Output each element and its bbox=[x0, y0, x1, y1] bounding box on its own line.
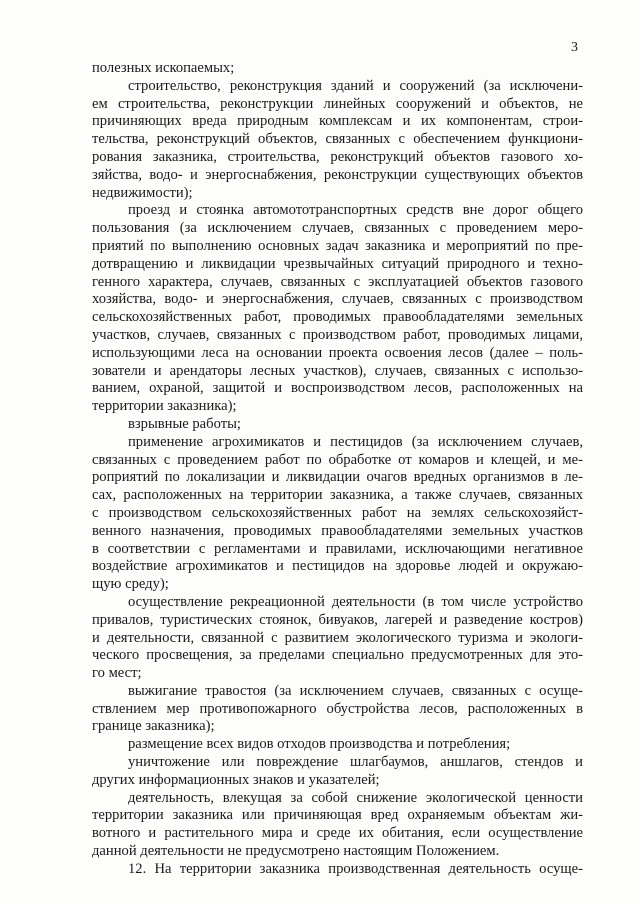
text-line: данной деятельности не предусмотрено настоящим Положением. bbox=[92, 843, 500, 860]
text-line: связанных с проведением работ по обработке от комаров и клещей, и ме- bbox=[92, 451, 583, 468]
text-line: щую среду); bbox=[92, 576, 169, 593]
text-line: хозяйства, водо- и энергоснабжения, случаев, связанных с производством bbox=[92, 291, 583, 308]
text-line: зяйства, водо- и энергоснабжения, реконструкции существующих объектов bbox=[92, 166, 583, 183]
text-line: сах, расположенных на территории заказника, а также случаев, связанных bbox=[92, 487, 583, 504]
text-line: в соответствии с регламентами и правилами, исключающими негативное bbox=[92, 540, 583, 557]
text-line: воздействие агрохимикатов и пестицидов на здоровье людей и окружаю- bbox=[92, 558, 583, 575]
text-line: 12. На территории заказника производственная деятельность осуще- bbox=[128, 860, 583, 877]
document-body bbox=[92, 60, 583, 879]
text-line: привалов, туристических стоянок, бивуаков, лагерей и разведение костров) bbox=[92, 611, 583, 628]
text-line: сельскохозяйственных работ, проводимых правообладателями земельных bbox=[92, 309, 583, 326]
text-line: приятий по выполнению основных задач заказника и мероприятий по пре- bbox=[92, 237, 583, 254]
text-line: других информационных знаков и указателей; bbox=[92, 771, 380, 788]
text-line: взрывные работы; bbox=[128, 415, 241, 432]
text-line: территории заказника); bbox=[92, 398, 237, 415]
text-line: выжигание травостоя (за исключением случаев, связанных с осуще- bbox=[128, 682, 583, 699]
text-line: ческого просвещения, за пределами специально предусмотренных для это- bbox=[92, 647, 583, 664]
text-line: территории заказника или причиняющая вред охраняемым объектам жи- bbox=[92, 807, 583, 824]
text-line: причиняющих вреда природным комплексам и их компонентам, строи- bbox=[92, 113, 583, 130]
text-line: пользования (за исключением случаев, связанных с проведением меро- bbox=[92, 220, 583, 237]
text-line: участков, случаев, связанных с производством работ, проводимых лицами, bbox=[92, 326, 583, 343]
page-number: 3 bbox=[571, 40, 578, 55]
text-line: го мест; bbox=[92, 665, 142, 682]
text-line: и деятельности, связанной с развитием экологического туризма и экологи- bbox=[92, 629, 583, 646]
text-line: полезных ископаемых; bbox=[92, 60, 235, 76]
text-line: использующими леса на основании проекта освоения лесов (далее – поль- bbox=[92, 344, 583, 361]
text-line: ванием, охраной, защитой и воспроизводством лесов, расположенных на bbox=[92, 380, 583, 397]
text-line: зователи и арендаторы лесных участков), случаев, связанных с использо- bbox=[92, 362, 583, 379]
text-line: деятельность, влекущая за собой снижение экологической ценности bbox=[128, 789, 583, 806]
text-line: генного характера, случаев, связанных с эксплуатацией объектов газового bbox=[92, 273, 583, 290]
text-line: осуществление рекреационной деятельности (в том числе устройство bbox=[128, 593, 583, 610]
text-line: тельства, реконструкций объектов, связанных с обеспечением функциони- bbox=[92, 131, 583, 148]
text-line: роприятий по локализации и ликвидации очагов вредных организмов в ле- bbox=[92, 469, 583, 486]
text-line: размещение всех видов отходов производства и потребления; bbox=[128, 736, 511, 753]
text-line: с производством сельскохозяйственных работ на землях сельскохозяйст- bbox=[92, 504, 583, 521]
text-line: границе заказника); bbox=[92, 718, 215, 735]
text-line: дотвращению и ликвидации чрезвычайных ситуаций природного и техно- bbox=[92, 255, 583, 272]
text-line: уничтожение или повреждение шлагбаумов, аншлагов, стендов и bbox=[128, 754, 583, 771]
text-line: ем строительства, реконструкции линейных сооружений и объектов, не bbox=[92, 95, 583, 112]
text-line: строительство, реконструкция зданий и сооружений (за исключени- bbox=[128, 77, 583, 94]
text-line: венного назначения, проводимых правообладателями земельных участков bbox=[92, 522, 583, 539]
text-line: вотного и растительного мира и среде их обитания, если осуществление bbox=[92, 825, 583, 842]
text-line: ствлением мер противопожарного обустройства лесов, расположенных в bbox=[92, 700, 583, 717]
text-line: проезд и стоянка автомототранспортных средств вне дорог общего bbox=[128, 202, 583, 219]
text-line: применение агрохимикатов и пестицидов (за исключением случаев, bbox=[128, 433, 583, 450]
text-line: рования заказника, строительства, реконструкций объектов газового хо- bbox=[92, 148, 583, 165]
text-line: недвижимости); bbox=[92, 184, 193, 201]
